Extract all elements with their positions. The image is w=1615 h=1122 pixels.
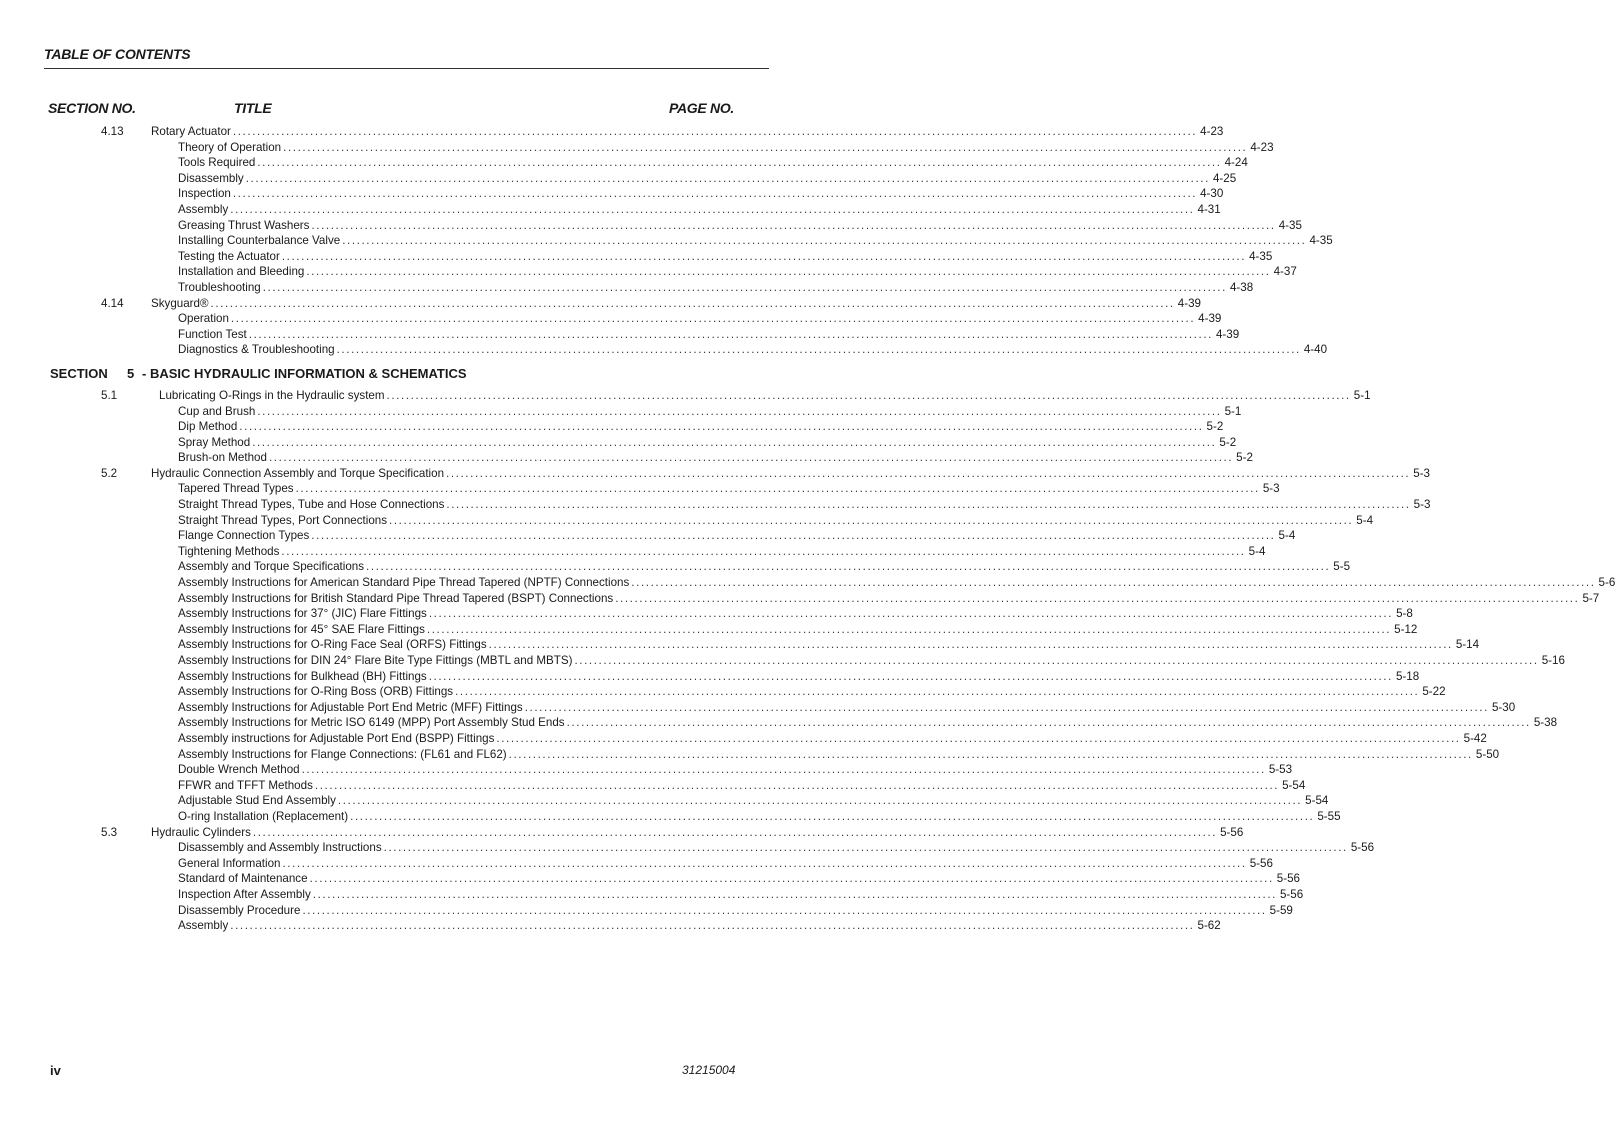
- toc-entry-page: 5-2: [1219, 435, 1237, 449]
- toc-entry-link[interactable]: [151, 124, 1224, 140]
- toc-entry-title: Straight Thread Types, Tube and Hose Connections: [178, 498, 445, 512]
- toc-entry-title: Adjustable Stud End Assembly: [178, 794, 336, 808]
- toc-entry-title: FFWR and TFFT Methods: [178, 778, 313, 792]
- column-headers: [48, 100, 738, 118]
- toc-entry-title: Assembly Instructions for British Standard Pipe Thread Tapered (BSPT) Connections: [178, 591, 614, 605]
- toc-entry-link[interactable]: [178, 575, 1615, 591]
- toc-entry-title: Standard of Maintenance: [178, 872, 308, 886]
- toc-entry-page: 5-56: [1350, 841, 1375, 855]
- toc-entry-link[interactable]: [178, 918, 1221, 934]
- toc-entry-link[interactable]: [151, 825, 1244, 841]
- toc-entry-title: Hydraulic Cylinders: [151, 825, 251, 839]
- toc-entry-page: 4-25: [1212, 171, 1237, 185]
- toc-entry-page: 5-2: [1206, 420, 1224, 434]
- dot-leader: ........................................................................................................................................................................................................: [312, 887, 1277, 901]
- dot-leader: ........................................................................................................................................................................................................: [252, 435, 1217, 449]
- dot-leader: ........................................................................................................................................................................................................: [248, 327, 1213, 341]
- toc-section-number: 5.2: [101, 466, 118, 480]
- dot-leader: ........................................................................................................................................................................................................: [311, 529, 1276, 543]
- toc-subentry-row[interactable]: [0, 249, 1273, 265]
- toc-entry-link[interactable]: [178, 171, 1237, 187]
- dot-leader: ........................................................................................................................................................................................................: [295, 482, 1260, 496]
- toc-entry-title: Assembly: [178, 919, 229, 933]
- toc-subentry-row[interactable]: [0, 591, 1600, 607]
- toc-entry-page: 5-38: [1533, 716, 1558, 730]
- toc-entry-page: 4-35: [1278, 218, 1302, 232]
- toc-entry-link[interactable]: [178, 513, 1374, 529]
- dot-leader: ........................................................................................................................................................................................................: [455, 685, 1420, 699]
- dot-leader: ........................................................................................................................................................................................................: [615, 591, 1580, 605]
- toc-entry-link[interactable]: [178, 327, 1240, 343]
- toc-subentry-row[interactable]: [0, 903, 1293, 919]
- toc-entry-page: 4-38: [1229, 280, 1254, 294]
- toc-subentry-row[interactable]: [0, 856, 1273, 872]
- toc-entry-page: 5-18: [1395, 669, 1420, 683]
- toc-entry-page: 5-1: [1224, 404, 1242, 418]
- toc-entry-link[interactable]: [178, 606, 1413, 622]
- toc-entry-link[interactable]: [178, 653, 1565, 669]
- toc-entry-title: Tools Required: [178, 156, 256, 170]
- dot-leader: ........................................................................................................................................................................................................: [386, 388, 1351, 402]
- page-title: TABLE OF CONTENTS: [44, 46, 191, 62]
- toc-entry-title: Operation: [178, 312, 229, 326]
- toc-entry-title: Lubricating O-Rings in the Hydraulic system: [159, 388, 385, 402]
- toc-subentry-row[interactable]: [0, 918, 1221, 934]
- dot-leader: ........................................................................................................................................................................................................: [282, 856, 1247, 870]
- toc-part-4: [0, 124, 1333, 358]
- toc-subentry-row[interactable]: [0, 700, 1516, 716]
- toc-entry-title: Troubleshooting: [178, 280, 261, 294]
- dot-leader: ........................................................................................................................................................................................................: [245, 171, 1210, 185]
- toc-entry-link[interactable]: [178, 140, 1274, 156]
- toc-entry-title: Straight Thread Types, Port Connections: [178, 513, 388, 527]
- toc-entry-title: Hydraulic Connection Assembly and Torque Specification: [151, 466, 445, 480]
- toc-entry-title: Installation and Bleeding: [178, 265, 305, 279]
- toc-section-row[interactable]: [0, 825, 1244, 841]
- toc-entry-title: Skyguard®: [151, 296, 209, 310]
- toc-list: [0, 124, 1615, 934]
- dot-leader: ........................................................................................................................................................................................................: [574, 654, 1539, 667]
- toc-entry-page: 5-56: [1279, 887, 1304, 901]
- toc-entry-title: Assembly instructions for Adjustable Port End (BSPP) Fittings: [178, 731, 495, 745]
- toc-entry-page: 4-39: [1215, 327, 1240, 341]
- toc-entry-link[interactable]: [178, 856, 1273, 872]
- toc-entry-page: 5-56: [1220, 825, 1244, 839]
- dot-leader: ........................................................................................................................................................................................................: [232, 125, 1198, 138]
- toc-entry-link[interactable]: [178, 622, 1418, 638]
- toc-entry-title: Assembly Instructions for American Standard Pipe Thread Tapered (NPTF) Connections: [178, 576, 630, 590]
- toc-subentry-row[interactable]: [0, 747, 1500, 763]
- toc-subentry-row[interactable]: [0, 653, 1565, 669]
- toc-subentry-row[interactable]: [0, 171, 1237, 187]
- dot-leader: ........................................................................................................................................................................................................: [301, 763, 1266, 777]
- toc-entry-link[interactable]: [178, 762, 1293, 778]
- dot-leader: ........................................................................................................................................................................................................: [311, 218, 1276, 232]
- toc-entry-page: 5-54: [1282, 778, 1306, 792]
- toc-entry-title: Dip Method: [178, 420, 238, 434]
- toc-subentry-row[interactable]: [0, 450, 1253, 466]
- toc-entry-page: 5-55: [1317, 809, 1341, 823]
- toc-entry-link[interactable]: [178, 731, 1487, 747]
- toc-entry-page: 5-7: [1582, 591, 1600, 605]
- toc-subentry-row[interactable]: [0, 637, 1480, 653]
- toc-entry-link[interactable]: [151, 466, 1431, 482]
- toc-entry-page: 5-14: [1455, 638, 1480, 652]
- toc-subentry-row[interactable]: [0, 264, 1297, 280]
- toc-section-row[interactable]: [0, 124, 1224, 140]
- toc-section-row[interactable]: [0, 388, 1371, 404]
- dot-leader: ........................................................................................................................................................................................................: [337, 794, 1303, 808]
- toc-subentry-row[interactable]: [0, 684, 1446, 700]
- toc-subentry-row[interactable]: [0, 419, 1224, 435]
- toc-entry-link[interactable]: [178, 871, 1301, 887]
- toc-entry-page: 4-24: [1224, 156, 1248, 170]
- dot-leader: ........................................................................................................................................................................................................: [239, 420, 1204, 434]
- dot-leader: ........................................................................................................................................................................................................: [252, 825, 1218, 839]
- toc-section-number: 5.1: [101, 388, 118, 402]
- toc-subentry-row[interactable]: [0, 404, 1242, 420]
- footer-doc-number: 31215004: [682, 1063, 736, 1077]
- dot-leader: ........................................................................................................................................................................................................: [309, 872, 1274, 886]
- toc-entry-page: 5-59: [1269, 903, 1293, 917]
- dot-leader: ........................................................................................................................................................................................................: [446, 498, 1411, 512]
- toc-entry-page: 4-37: [1273, 265, 1297, 279]
- toc-subentry-row[interactable]: [0, 544, 1266, 560]
- toc-subentry-row[interactable]: [0, 481, 1280, 497]
- toc-subentry-row[interactable]: [0, 575, 1615, 591]
- toc-entry-link[interactable]: [178, 233, 1333, 249]
- toc-entry-link[interactable]: [178, 264, 1297, 280]
- section-heading-title: - BASIC HYDRAULIC INFORMATION & SCHEMATICS: [142, 365, 467, 381]
- toc-entry-link[interactable]: [178, 747, 1500, 763]
- toc-entry-link[interactable]: [178, 840, 1375, 856]
- toc-part-5: [0, 388, 1615, 934]
- dot-leader: ........................................................................................................................................................................................................: [257, 156, 1222, 170]
- toc-subentry-row[interactable]: [0, 762, 1293, 778]
- toc-subentry-row[interactable]: [0, 528, 1296, 544]
- toc-entry-title: Double Wrench Method: [178, 763, 300, 777]
- dot-leader: ........................................................................................................................................................................................................: [257, 404, 1222, 418]
- toc-entry-title: Assembly Instructions for Adjustable Port End Metric (MFF) Fittings: [178, 700, 523, 714]
- toc-entry-title: Flange Connection Types: [178, 529, 310, 543]
- toc-entry-page: 5-12: [1394, 622, 1418, 636]
- toc-entry-page: 5-62: [1197, 919, 1221, 933]
- section-heading-number: 5: [127, 365, 135, 381]
- dot-leader: ........................................................................................................................................................................................................: [383, 841, 1348, 855]
- toc-section-number: 4.13: [101, 125, 124, 138]
- toc-entry-page: 5-22: [1422, 685, 1446, 699]
- dot-leader: ........................................................................................................................................................................................................: [230, 312, 1196, 326]
- toc-entry-link[interactable]: [178, 684, 1446, 700]
- toc-entry-page: 5-30: [1491, 700, 1516, 714]
- toc-entry-title: Rotary Actuator: [151, 125, 231, 138]
- toc-entry-page: 5-4: [1248, 544, 1266, 558]
- page-header: [44, 46, 769, 69]
- footer-page-number: iv: [50, 1063, 61, 1078]
- toc-entry-title: Assembly Instructions for DIN 24° Flare Bite Type Fittings (MBTL and MBTS): [178, 654, 573, 667]
- toc-subentry-row[interactable]: [0, 186, 1224, 202]
- column-header-page: PAGE NO.: [669, 100, 735, 116]
- toc-entry-title: Diagnostics & Troubleshooting: [178, 343, 335, 357]
- toc-subentry-row[interactable]: [0, 840, 1375, 856]
- toc-entry-title: Theory of Operation: [178, 140, 282, 154]
- toc-subentry-row[interactable]: [0, 280, 1254, 296]
- dot-leader: ........................................................................................................................................................................................................: [336, 343, 1301, 357]
- dot-leader: ........................................................................................................................................................................................................: [508, 747, 1473, 761]
- dot-leader: ........................................................................................................................................................................................................: [210, 296, 1175, 310]
- toc-entry-link[interactable]: [178, 544, 1266, 560]
- toc-entry-title: Assembly Instructions for 37° (JIC) Flare Fittings: [178, 607, 427, 621]
- dot-leader: ........................................................................................................................................................................................................: [488, 638, 1453, 652]
- toc-entry-link[interactable]: [178, 887, 1304, 903]
- toc-entry-title: Assembly Instructions for Flange Connections: (FL61 and FL62): [178, 747, 507, 761]
- dot-leader: ........................................................................................................................................................................................................: [426, 622, 1392, 636]
- dot-leader: ........................................................................................................................................................................................................: [230, 919, 1195, 933]
- toc-entry-page: 5-2: [1236, 451, 1253, 465]
- toc-subentry-row[interactable]: [0, 140, 1274, 156]
- toc-subentry-row[interactable]: [0, 311, 1222, 327]
- toc-entry-title: Assembly: [178, 202, 229, 216]
- toc-entry-link[interactable]: [178, 419, 1224, 435]
- toc-entry-page: 5-56: [1276, 872, 1301, 886]
- toc-subentry-row[interactable]: [0, 435, 1237, 451]
- toc-subentry-row[interactable]: [0, 155, 1248, 171]
- toc-entry-title: General Information: [178, 856, 281, 870]
- toc-entry-page: 5-56: [1249, 856, 1273, 870]
- dot-leader: ........................................................................................................................................................................................................: [446, 466, 1411, 480]
- toc-entry-page: 5-16: [1541, 654, 1565, 667]
- toc-entry-link[interactable]: [178, 903, 1293, 919]
- toc-entry-link[interactable]: [151, 296, 1201, 312]
- toc-entry-title: Assembly and Torque Specifications: [178, 560, 365, 574]
- toc-entry-page: 4-39: [1198, 312, 1222, 326]
- toc-entry-link[interactable]: [159, 388, 1371, 404]
- toc-entry-title: O-ring Installation (Replacement): [178, 809, 349, 823]
- toc-entry-page: 4-35: [1309, 234, 1333, 248]
- toc-entry-title: Tightening Methods: [178, 544, 280, 558]
- toc-entry-link[interactable]: [178, 715, 1558, 731]
- toc-section-row[interactable]: [0, 466, 1431, 482]
- toc-entry-title: Installing Counterbalance Valve: [178, 234, 341, 248]
- dot-leader: ........................................................................................................................................................................................................: [262, 280, 1227, 294]
- toc-section-row[interactable]: [0, 296, 1201, 312]
- toc-entry-link[interactable]: [178, 481, 1280, 497]
- toc-entry-page: 4-30: [1200, 187, 1224, 201]
- toc-entry-link[interactable]: [178, 155, 1248, 171]
- dot-leader: ........................................................................................................................................................................................................: [566, 716, 1531, 730]
- toc-subentry-row[interactable]: [0, 327, 1240, 343]
- toc-entry-link[interactable]: [178, 450, 1253, 466]
- toc-subentry-row[interactable]: [0, 809, 1341, 825]
- toc-entry-title: Inspection: [178, 187, 231, 201]
- toc-subentry-row[interactable]: [0, 606, 1413, 622]
- dot-leader: ........................................................................................................................................................................................................: [428, 607, 1394, 621]
- toc-subentry-row[interactable]: [0, 731, 1487, 747]
- toc-entry-page: 4-31: [1197, 202, 1221, 216]
- toc-subentry-row[interactable]: [0, 793, 1329, 809]
- toc-entry-title: Greasing Thrust Washers: [178, 218, 310, 232]
- toc-entry-title: Assembly Instructions for O-Ring Boss (ORB) Fittings: [178, 685, 454, 699]
- toc-subentry-row[interactable]: [0, 622, 1418, 638]
- toc-entry-title: Tapered Thread Types: [178, 482, 294, 496]
- dot-leader: ........................................................................................................................................................................................................: [281, 544, 1246, 558]
- toc-entry-link[interactable]: [178, 311, 1222, 327]
- toc-subentry-row[interactable]: [0, 342, 1328, 358]
- toc-entry-link[interactable]: [178, 218, 1302, 234]
- toc-entry-link[interactable]: [178, 497, 1431, 513]
- toc-entry-link[interactable]: [178, 435, 1237, 451]
- toc-entry-title: Spray Method: [178, 435, 251, 449]
- dot-leader: ........................................................................................................................................................................................................: [230, 202, 1195, 216]
- toc-entry-page: 5-50: [1475, 747, 1500, 761]
- toc-entry-page: 5-54: [1305, 794, 1329, 808]
- toc-subentry-row[interactable]: [0, 513, 1374, 529]
- toc-entry-page: 5-4: [1356, 513, 1374, 527]
- toc-entry-title: Disassembly Procedure: [178, 903, 301, 917]
- dot-leader: ........................................................................................................................................................................................................: [366, 560, 1331, 574]
- toc-subentry-row[interactable]: [0, 218, 1302, 234]
- toc-entry-page: 5-42: [1463, 731, 1487, 745]
- toc-entry-link[interactable]: [178, 809, 1341, 825]
- toc-subentry-row[interactable]: [0, 669, 1420, 685]
- toc-entry-link[interactable]: [178, 559, 1351, 575]
- toc-entry-page: 4-23: [1250, 140, 1274, 154]
- toc-entry-title: Assembly Instructions for 45° SAE Flare Fittings: [178, 622, 425, 636]
- toc-section-number: 5.3: [101, 825, 118, 839]
- toc-entry-page: 5-53: [1268, 763, 1293, 777]
- dot-leader: ........................................................................................................................................................................................................: [232, 187, 1198, 201]
- toc-entry-title: Brush-on Method: [178, 451, 267, 465]
- column-header-section: SECTION NO.: [48, 100, 136, 116]
- toc-subentry-row[interactable]: [0, 871, 1301, 887]
- toc-entry-page: 5-3: [1262, 482, 1280, 496]
- toc-entry-page: 5-3: [1413, 466, 1431, 480]
- dot-leader: ........................................................................................................................................................................................................: [281, 249, 1247, 263]
- toc-entry-link[interactable]: [178, 342, 1328, 358]
- column-header-title: TITLE: [234, 100, 272, 116]
- toc-entry-title: Assembly Instructions for Metric ISO 6149 (MPP) Port Assembly Stud Ends: [178, 716, 565, 730]
- toc-entry-title: Function Test: [178, 327, 247, 341]
- dot-leader: ........................................................................................................................................................................................................: [428, 669, 1393, 683]
- section-heading: [0, 364, 866, 386]
- toc-entry-link[interactable]: [178, 669, 1420, 685]
- toc-entry-page: 5-6: [1598, 576, 1615, 590]
- toc-entry-link[interactable]: [178, 404, 1242, 420]
- toc-entry-page: 5-3: [1413, 498, 1431, 512]
- toc-entry-title: Inspection After Assembly: [178, 887, 311, 901]
- dot-leader: ........................................................................................................................................................................................................: [496, 731, 1461, 745]
- toc-subentry-row[interactable]: [0, 778, 1306, 794]
- toc-section-number: 4.14: [101, 296, 124, 310]
- toc-subentry-row[interactable]: [0, 887, 1304, 903]
- toc-entry-page: 4-39: [1177, 296, 1201, 310]
- dot-leader: ........................................................................................................................................................................................................: [268, 451, 1234, 465]
- toc-entry-page: 5-5: [1333, 560, 1351, 574]
- toc-entry-link[interactable]: [178, 202, 1221, 218]
- toc-entry-page: 4-40: [1303, 343, 1328, 357]
- toc-subentry-row[interactable]: [0, 559, 1351, 575]
- dot-leader: ........................................................................................................................................................................................................: [283, 140, 1248, 154]
- toc-subentry-row[interactable]: [0, 497, 1431, 513]
- toc-subentry-row[interactable]: [0, 715, 1558, 731]
- dot-leader: ........................................................................................................................................................................................................: [306, 265, 1271, 279]
- toc-entry-link[interactable]: [178, 793, 1329, 809]
- dot-leader: ........................................................................................................................................................................................................: [314, 778, 1280, 792]
- dot-leader: ........................................................................................................................................................................................................: [342, 234, 1307, 248]
- toc-entry-link[interactable]: [178, 280, 1254, 296]
- toc-entry-link[interactable]: [178, 249, 1273, 265]
- toc-entry-page: 4-35: [1249, 249, 1273, 263]
- section-heading-label: SECTION: [50, 365, 108, 381]
- toc-entry-link[interactable]: [178, 637, 1480, 653]
- toc-entry-page: 4-23: [1200, 125, 1224, 138]
- toc-entry-link[interactable]: [178, 528, 1296, 544]
- toc-entry-link[interactable]: [178, 591, 1600, 607]
- toc-entry-title: Assembly Instructions for Bulkhead (BH) Fittings: [178, 669, 427, 683]
- toc-subentry-row[interactable]: [0, 202, 1221, 218]
- dot-leader: ........................................................................................................................................................................................................: [350, 809, 1315, 823]
- dot-leader: ........................................................................................................................................................................................................: [524, 700, 1489, 714]
- toc-entry-link[interactable]: [178, 778, 1306, 794]
- toc-entry-page: 5-1: [1353, 388, 1371, 402]
- toc-entry-page: 5-4: [1278, 529, 1296, 543]
- toc-entry-link[interactable]: [178, 186, 1224, 202]
- toc-entry-title: Testing the Actuator: [178, 249, 280, 263]
- toc-subentry-row[interactable]: [0, 233, 1333, 249]
- dot-leader: ........................................................................................................................................................................................................: [389, 513, 1354, 527]
- toc-entry-page: 5-8: [1396, 607, 1413, 621]
- toc-entry-title: Disassembly and Assembly Instructions: [178, 841, 382, 855]
- toc-entry-title: Cup and Brush: [178, 404, 256, 418]
- toc-entry-title: Assembly Instructions for O-Ring Face Seal (ORFS) Fittings: [178, 638, 487, 652]
- toc-entry-title: Disassembly: [178, 171, 244, 185]
- dot-leader: ........................................................................................................................................................................................................: [302, 903, 1267, 917]
- toc-entry-link[interactable]: [178, 700, 1516, 716]
- dot-leader: ........................................................................................................................................................................................................: [631, 576, 1596, 590]
